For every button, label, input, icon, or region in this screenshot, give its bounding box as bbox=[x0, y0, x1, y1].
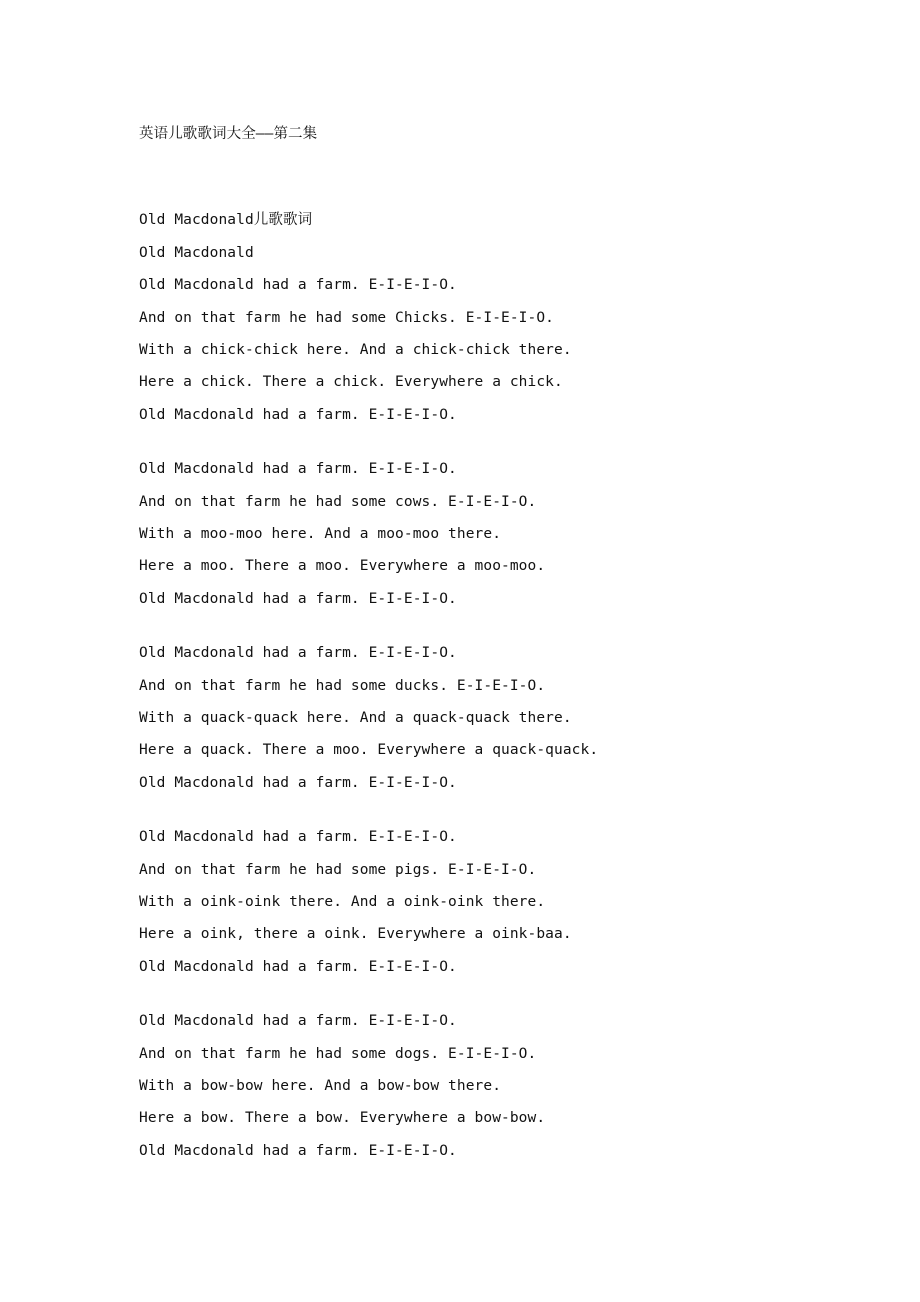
verse-line: Here a oink, there a oink. Everywhere a oink-baa. bbox=[139, 926, 572, 942]
verse-line: And on that farm he had some Chicks. E-I-E-I-O. bbox=[139, 310, 554, 326]
verse-line: Old Macdonald had a farm. E-I-E-I-O. bbox=[139, 959, 457, 975]
verse-line: Old Macdonald had a farm. E-I-E-I-O. bbox=[139, 775, 457, 791]
verse-line: Old Macdonald had a farm. E-I-E-I-O. bbox=[139, 461, 457, 477]
verse-line: And on that farm he had some dogs. E-I-E-I-O. bbox=[139, 1046, 537, 1062]
song-title: Old Macdonald儿歌歌词 bbox=[139, 212, 313, 228]
verse-line: And on that farm he had some pigs. E-I-E-I-O. bbox=[139, 862, 537, 878]
verse-line: Here a quack. There a moo. Everywhere a quack-quack. bbox=[139, 742, 599, 758]
verse-line: With a moo-moo here. And a moo-moo there. bbox=[139, 526, 502, 542]
verse-line: Old Macdonald had a farm. E-I-E-I-O. bbox=[139, 591, 457, 607]
verse-line: Old Macdonald had a farm. E-I-E-I-O. bbox=[139, 277, 457, 293]
verse-line: With a bow-bow here. And a bow-bow there. bbox=[139, 1078, 502, 1094]
verse-line: Old Macdonald had a farm. E-I-E-I-O. bbox=[139, 407, 457, 423]
verse-line: Old Macdonald had a farm. E-I-E-I-O. bbox=[139, 1143, 457, 1159]
verse-line: With a chick-chick here. And a chick-chick there. bbox=[139, 342, 572, 358]
verse-line: Old Macdonald had a farm. E-I-E-I-O. bbox=[139, 1013, 457, 1029]
document-title: 英语儿歌歌词大全——第二集 bbox=[139, 126, 318, 142]
verse-line: And on that farm he had some ducks. E-I-E-I-O. bbox=[139, 678, 546, 694]
verse-line: And on that farm he had some cows. E-I-E-I-O. bbox=[139, 494, 537, 510]
verse-line: Old Macdonald had a farm. E-I-E-I-O. bbox=[139, 645, 457, 661]
verse-line: Old Macdonald had a farm. E-I-E-I-O. bbox=[139, 829, 457, 845]
verse-line: Here a chick. There a chick. Everywhere a chick. bbox=[139, 374, 563, 390]
verse-line: With a quack-quack here. And a quack-quack there. bbox=[139, 710, 572, 726]
verse-line: Here a moo. There a moo. Everywhere a moo-moo. bbox=[139, 558, 546, 574]
song-subtitle: Old Macdonald bbox=[139, 245, 254, 261]
verse-line: Here a bow. There a bow. Everywhere a bow-bow. bbox=[139, 1110, 546, 1126]
verse-line: With a oink-oink there. And a oink-oink there. bbox=[139, 894, 546, 910]
